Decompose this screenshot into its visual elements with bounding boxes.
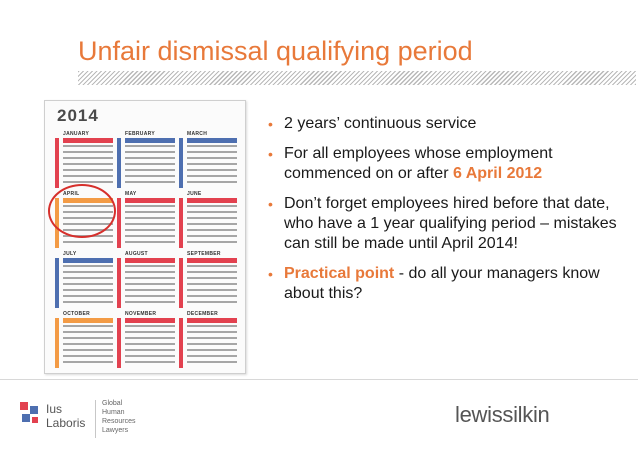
month-days-grid <box>125 325 175 367</box>
month-name: JANUARY <box>63 131 90 137</box>
bullet-text: Don’t forget employees hired before that date, who have a 1 year qualifying period – mistakes can still be made until April 2014! <box>284 195 617 252</box>
calendar-month-november <box>117 311 175 369</box>
weekday-header <box>187 258 237 263</box>
weekday-header <box>63 138 113 143</box>
calendar-month-october <box>55 311 113 369</box>
month-days-grid <box>187 205 237 247</box>
month-days-grid <box>63 265 113 307</box>
weekday-header <box>63 258 113 263</box>
calendar-year: 2014 <box>57 106 99 125</box>
slide-title: Unfair dismissal qualifying period <box>78 36 473 66</box>
bullet-one-year-period <box>268 194 628 254</box>
month-days-grid <box>63 325 113 367</box>
bullet-list <box>268 114 628 314</box>
month-color-bar <box>117 138 121 188</box>
descriptor-line: Resources <box>102 418 136 425</box>
bullet-continuous-service <box>268 114 628 134</box>
bullet-employment-date <box>268 144 628 184</box>
month-name: APRIL <box>63 191 80 197</box>
month-name: DECEMBER <box>187 311 219 317</box>
ius-laboris-descriptor <box>102 399 135 435</box>
ius-laboris-mark-icon <box>20 402 40 426</box>
calendar-month-december <box>179 311 237 369</box>
bullet-dot-icon: • <box>268 116 273 132</box>
bullet-text: 2 years’ continuous service <box>284 115 477 132</box>
weekday-header <box>125 258 175 263</box>
month-name: FEBRUARY <box>125 131 155 137</box>
descriptor-line: Human <box>102 409 125 416</box>
weekday-header <box>125 318 175 323</box>
month-color-bar <box>179 198 183 248</box>
month-color-bar <box>179 318 183 368</box>
logo-separator <box>95 400 96 438</box>
laboris-line: Laboris <box>46 416 86 430</box>
month-color-bar <box>179 258 183 308</box>
month-days-grid <box>125 145 175 187</box>
weekday-header <box>187 138 237 143</box>
weekday-header <box>125 198 175 203</box>
month-days-grid <box>125 205 175 247</box>
month-name: MAY <box>125 191 137 197</box>
month-name: MARCH <box>187 131 208 137</box>
descriptor-line: Lawyers <box>102 427 129 434</box>
calendar-month-september <box>179 251 237 309</box>
calendar-month-july <box>55 251 113 309</box>
footer-divider <box>0 379 638 380</box>
ius-laboris-wordmark <box>46 402 85 430</box>
month-color-bar <box>117 318 121 368</box>
bullet-dot-icon: • <box>268 146 273 162</box>
month-color-bar <box>55 138 59 188</box>
bullet-text: - do all your managers know about this? <box>284 265 600 302</box>
calendar-month-february <box>117 131 175 189</box>
weekday-header <box>63 318 113 323</box>
bullet-dot-icon: • <box>268 196 273 212</box>
month-color-bar <box>117 198 121 248</box>
month-color-bar <box>55 258 59 308</box>
month-name: AUGUST <box>125 251 148 257</box>
april-highlight-circle <box>48 184 116 238</box>
calendar-month-march <box>179 131 237 189</box>
month-name: JUNE <box>187 191 202 197</box>
practical-point-highlight: Practical point <box>284 265 395 282</box>
calendar-month-june <box>179 191 237 249</box>
descriptor-line: Global <box>102 400 123 407</box>
ius-line: Ius <box>46 402 63 416</box>
bullet-dot-icon: • <box>268 266 273 282</box>
month-days-grid <box>187 145 237 187</box>
bullet-text: For all employees whose employment commenced on or after <box>284 145 553 182</box>
bullet-practical-point <box>268 264 628 304</box>
month-name: SEPTEMBER <box>187 251 221 257</box>
month-days-grid <box>187 265 237 307</box>
weekday-header <box>187 198 237 203</box>
date-highlight: 6 April 2012 <box>452 165 543 182</box>
month-color-bar <box>179 138 183 188</box>
month-name: OCTOBER <box>63 311 91 317</box>
title-hatch-divider <box>78 71 636 85</box>
month-days-grid <box>187 325 237 367</box>
calendar-month-may <box>117 191 175 249</box>
weekday-header <box>125 138 175 143</box>
month-name: JULY <box>63 251 77 257</box>
calendar-month-august <box>117 251 175 309</box>
month-color-bar <box>55 318 59 368</box>
month-days-grid <box>63 145 113 187</box>
month-name: NOVEMBER <box>125 311 157 317</box>
lewis-silkin-logo: lewissilkin <box>455 402 550 427</box>
calendar-month-january <box>55 131 113 189</box>
month-color-bar <box>117 258 121 308</box>
month-days-grid <box>125 265 175 307</box>
weekday-header <box>187 318 237 323</box>
